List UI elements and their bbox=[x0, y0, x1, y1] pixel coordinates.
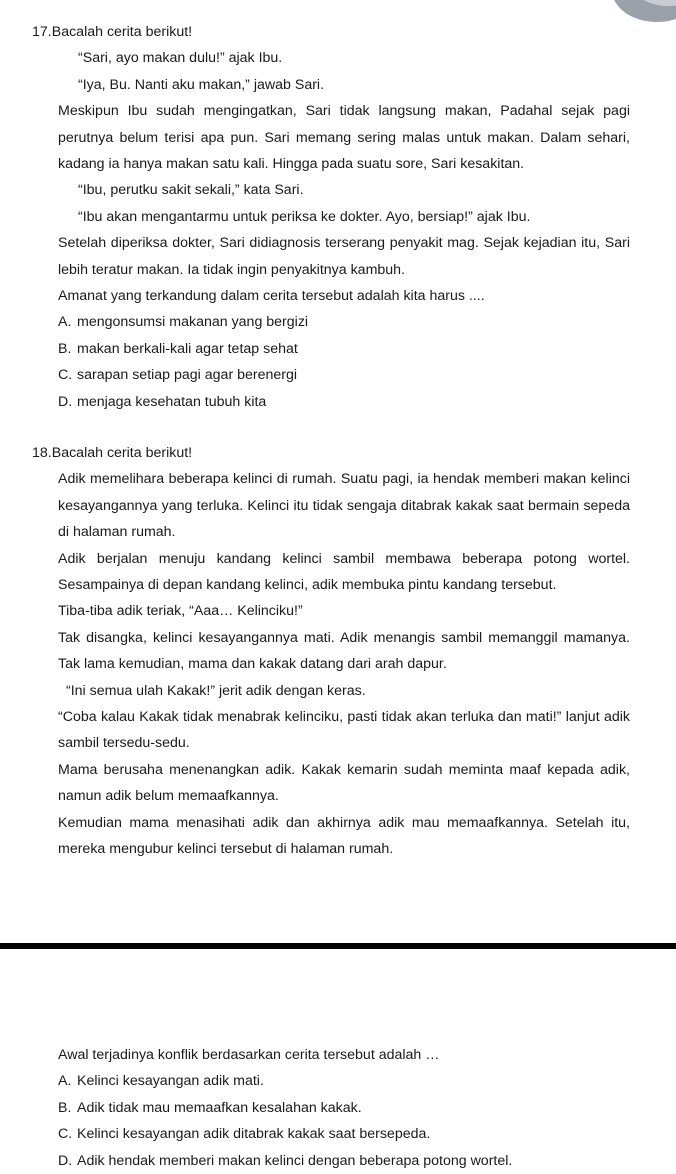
question-17 bbox=[0, 19, 676, 415]
answer-option-b[interactable]: B. Adik tidak mau memaafkan kesalahan kakak. bbox=[58, 1099, 362, 1116]
story-paragraph: Tak disangka, kelinci kesayangannya mati. Adik menangis sambil memanggil mamanya. Tak lama kemudian, mama dan kakak datang dari arah dapur. bbox=[58, 629, 630, 673]
answer-option-c[interactable]: C. Kelinci kesayangan adik ditabrak kakak saat bersepeda. bbox=[58, 1126, 431, 1143]
question-instruction: Bacalah cerita berikut! bbox=[51, 445, 193, 461]
question-18-title bbox=[0, 440, 676, 466]
dialogue-line: “Sari, ayo makan dulu!” ajak Ibu. bbox=[78, 50, 283, 67]
dialogue-line: “Ibu akan mengantarmu untuk periksa ke dokter. Ayo, bersiap!” ajak Ibu. bbox=[78, 208, 531, 225]
question-18-prompt bbox=[0, 1042, 676, 1174]
story-paragraph: Kemudian mama menasihati adik dan akhirnya adik mau memaafkannya. Setelah itu, mereka mengubur kelinci tersebut di halaman rumah. bbox=[58, 814, 630, 858]
answer-option-a[interactable]: A. Kelinci kesayangan adik mati. bbox=[58, 1073, 264, 1090]
question-prompt: Amanat yang terkandung dalam cerita tersebut adalah kita harus .... bbox=[58, 288, 485, 305]
dialogue-line: “Coba kalau Kakak tidak menabrak kelinciku, pasti tidak akan terluka dan mati!” lanjut adik sambil tersedu-sedu. bbox=[58, 709, 630, 752]
story-paragraph: Adik memelihara beberapa kelinci di rumah. Suatu pagi, ia hendak memberi makan kelinci kesayangannya yang terluka. Kelinci itu tidak sengaja ditabrak kakak saat bermain sepeda di halaman rumah. bbox=[58, 471, 630, 541]
question-prompt: Awal terjadinya konflik berdasarkan cerita tersebut adalah … bbox=[58, 1047, 440, 1063]
question-instruction: Bacalah cerita berikut! bbox=[51, 24, 193, 40]
question-17-title bbox=[0, 19, 676, 45]
story-paragraph: Tiba-tiba adik teriak, “Aaa… Kelinciku!” bbox=[58, 603, 303, 620]
dialogue-line: “Iya, Bu. Nanti aku makan,” jawab Sari. bbox=[78, 76, 325, 93]
story-text bbox=[0, 466, 676, 862]
story-paragraph: Setelah diperiksa dokter, Sari didiagnosis terserang penyakit mag. Sejak kejadian itu, Sari lebih teratur makan. Ia tidak ingin penyakitnya kambuh. bbox=[58, 235, 630, 278]
story-paragraph: Adik berjalan menuju kandang kelinci sambil membawa beberapa potong wortel. Sesampainya di depan kandang kelinci, adik membuka pintu kandang tersebut. bbox=[58, 550, 630, 594]
story-paragraph: Mama berusaha menenangkan adik. Kakak kemarin sudah meminta maaf kepada adik, namun adik belum memaafkannya. bbox=[58, 761, 630, 805]
answer-option-d[interactable]: D. menjaga kesehatan tubuh kita bbox=[58, 393, 267, 410]
answer-option-b[interactable]: B. makan berkali-kali agar tetap sehat bbox=[58, 340, 298, 357]
answer-options bbox=[0, 1068, 676, 1174]
answer-option-c[interactable]: C. sarapan setiap pagi agar berenergi bbox=[58, 367, 298, 384]
story-text bbox=[0, 45, 676, 309]
page-divider bbox=[0, 943, 676, 949]
answer-option-d[interactable]: D. Adik hendak memberi makan kelinci dengan beberapa potong wortel. bbox=[58, 1152, 513, 1169]
answer-options bbox=[0, 309, 676, 415]
question-18 bbox=[0, 440, 676, 863]
dialogue-line: “Ini semua ulah Kakak!” jerit adik dengan keras. bbox=[66, 682, 366, 699]
dialogue-line: “Ibu, perutku sakit sekali,” kata Sari. bbox=[78, 182, 304, 199]
answer-option-a[interactable]: A. mengonsumsi makanan yang bergizi bbox=[58, 314, 309, 331]
question-number: 17. bbox=[32, 24, 52, 40]
story-paragraph: Meskipun Ibu sudah mengingatkan, Sari tidak langsung makan, Padahal sejak pagi perutnya belum terisi apa pun. Sari memang sering malas untuk makan. Dalam sehari, kadang ia hanya makan satu kali. Hingga pada suatu sore, Sari kesakitan. bbox=[58, 103, 630, 173]
question-number: 18. bbox=[32, 445, 52, 461]
